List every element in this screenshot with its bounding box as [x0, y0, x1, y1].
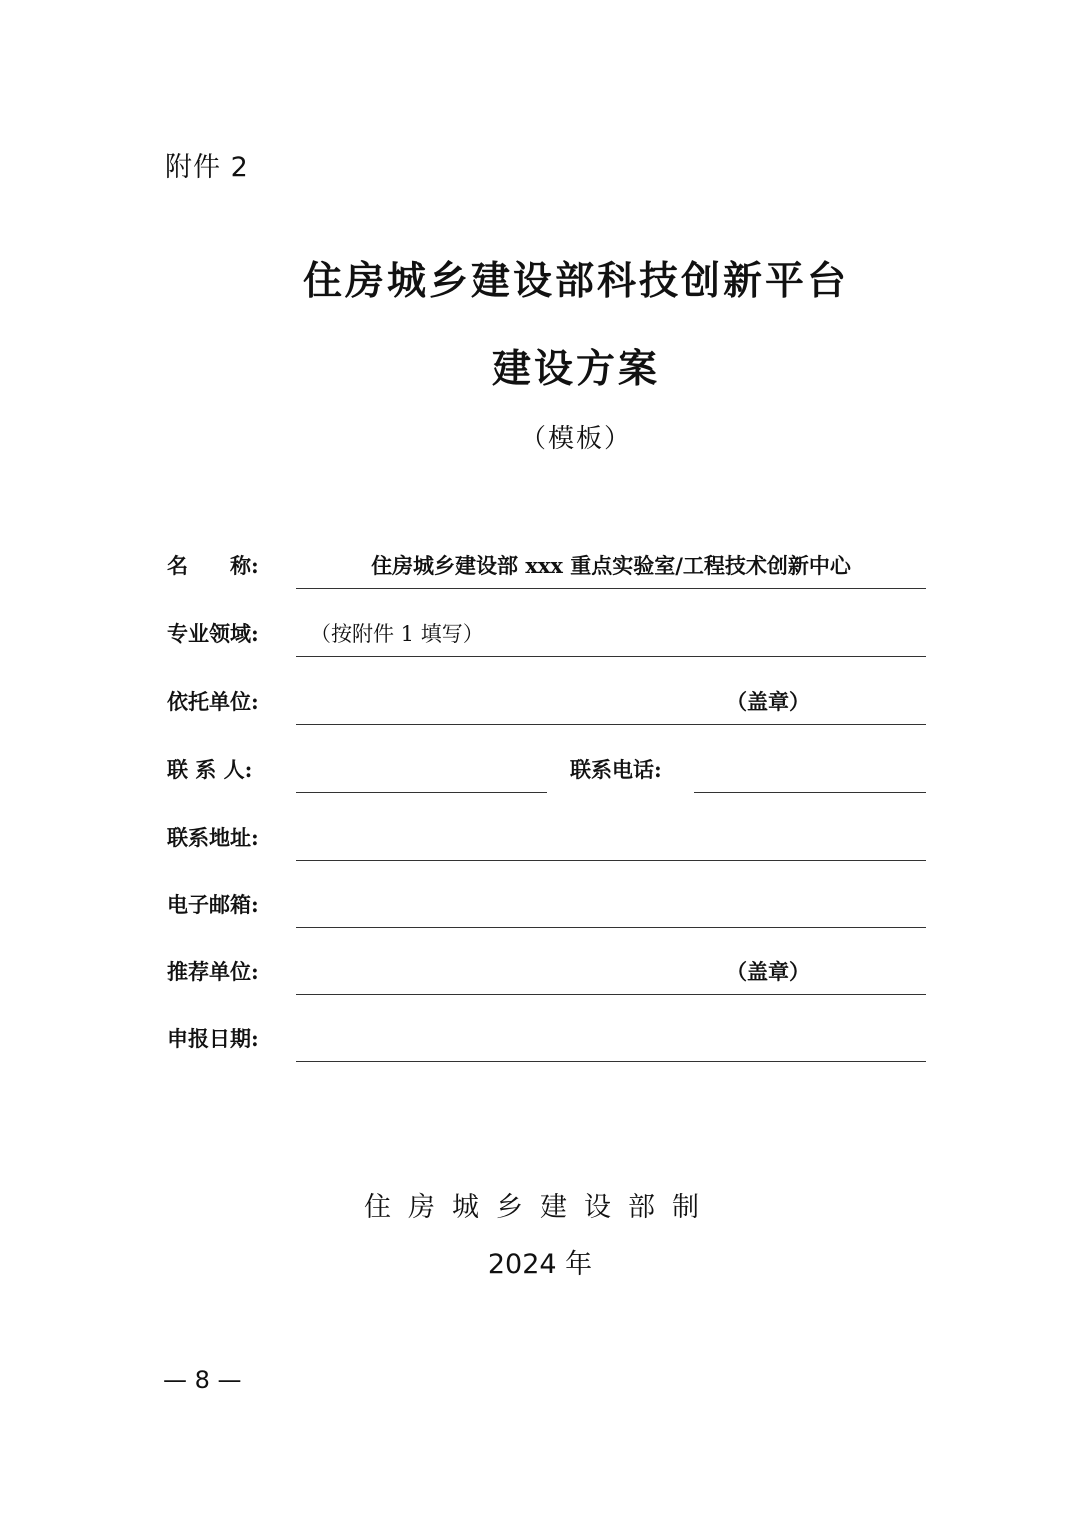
address-field[interactable] — [296, 808, 926, 861]
host-unit-seal: （盖章） — [726, 689, 810, 714]
document-title: 住房城乡建设部科技创新平台 — [302, 259, 849, 304]
email-label: 电子邮箱: — [167, 892, 259, 917]
form-row-contact — [0, 740, 1080, 808]
year: 2024 年 — [487, 1249, 593, 1280]
form-row-address — [0, 808, 1080, 876]
recommending-unit-label: 推荐单位: — [167, 959, 259, 984]
form-row-recommending-unit — [0, 942, 1080, 1010]
recommending-unit-field[interactable] — [296, 942, 926, 995]
form-row-date — [0, 1009, 1080, 1077]
template-subtitle: （模板） — [519, 424, 632, 454]
contact-person-field[interactable] — [296, 740, 547, 793]
form-row-email — [0, 875, 1080, 943]
name-value: 住房城乡建设部 xxx 重点实验室/工程技术创新中心 — [371, 553, 851, 578]
email-field[interactable] — [296, 875, 926, 928]
document-title-line2: 建设方案 — [491, 347, 660, 392]
application-date-field[interactable] — [296, 1009, 926, 1062]
application-date-label: 申报日期: — [167, 1026, 259, 1051]
name-label: 名 称: — [167, 553, 259, 578]
recommending-unit-seal: （盖章） — [726, 959, 810, 984]
contact-person-label: 联 系 人: — [167, 757, 253, 782]
professional-field-field[interactable] — [296, 604, 926, 657]
contact-phone-field[interactable] — [694, 740, 926, 793]
page-number: — 8 — — [163, 1366, 242, 1394]
attachment-label: 附件 2 — [165, 152, 249, 183]
contact-phone-label: 联系电话: — [570, 757, 662, 782]
professional-field-value: （按附件 1 填写） — [310, 622, 484, 646]
form-row-host-unit — [0, 672, 1080, 740]
issuer: 住房城乡建设部制 — [364, 1192, 716, 1223]
address-label: 联系地址: — [167, 825, 259, 850]
host-unit-field[interactable] — [296, 672, 926, 725]
form-row-name — [0, 536, 1080, 604]
host-unit-label: 依托单位: — [167, 689, 259, 714]
professional-field-label: 专业领域: — [167, 621, 259, 646]
name-field[interactable] — [296, 536, 926, 589]
form-row-field — [0, 604, 1080, 672]
